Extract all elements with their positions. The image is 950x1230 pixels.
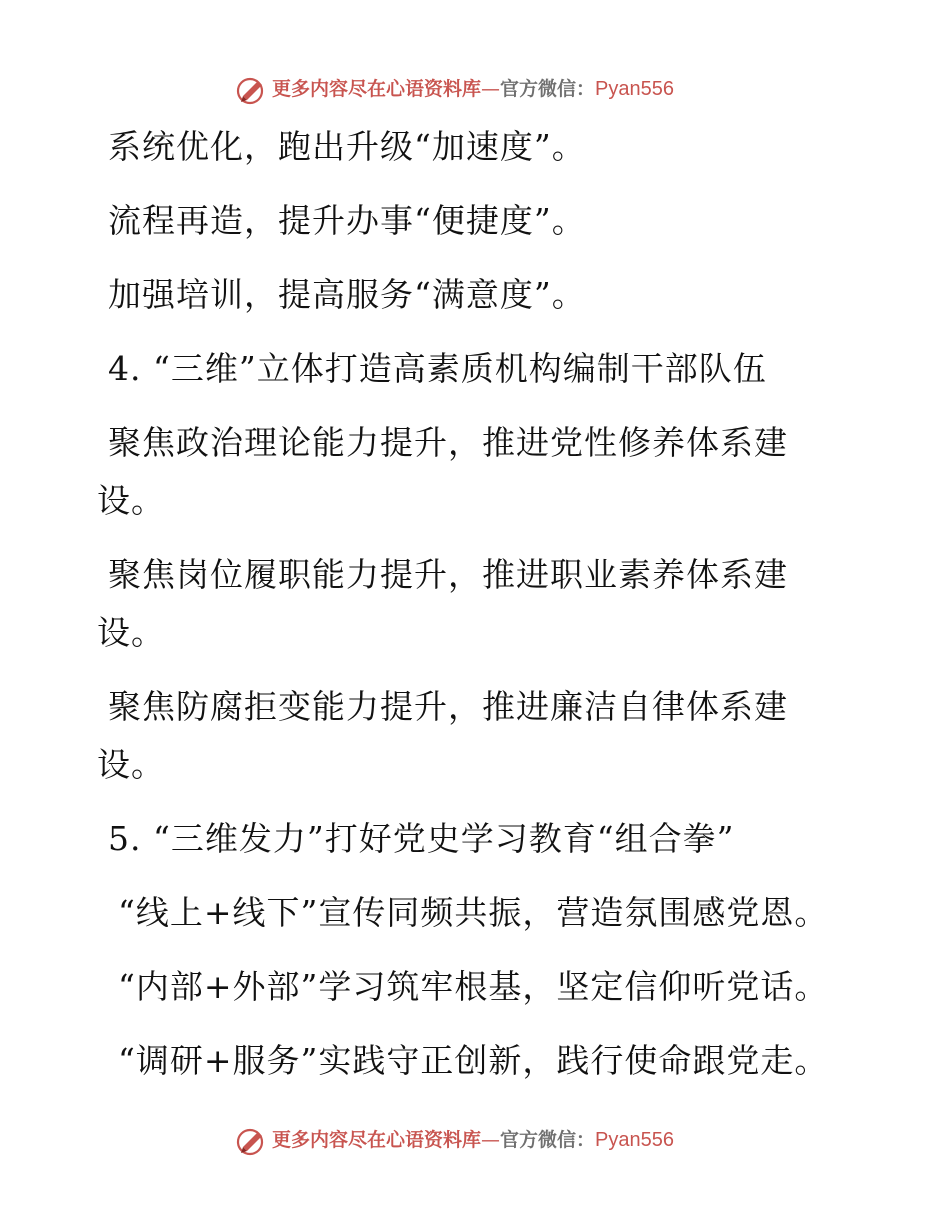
text-line: 系统优化，跑出升级“加速度”。 — [108, 127, 586, 166]
pen-logo-icon — [234, 1125, 268, 1157]
text-line: 聚焦政治理论能力提升，推进党性修养体系建 — [108, 423, 788, 462]
text-line: 聚焦岗位履职能力提升，推进职业素养体系建 — [108, 555, 788, 594]
text-line: 加强培训，提高服务“满意度”。 — [108, 275, 586, 314]
banner-wechat-label: 官方微信： — [500, 78, 596, 100]
text-line: 流程再造，提升办事“便捷度”。 — [108, 201, 586, 240]
banner-wechat-id: Pyan556 — [595, 1129, 674, 1151]
banner-wechat-label: 官方微信： — [500, 1129, 596, 1151]
text-line: 聚焦防腐拒变能力提升，推进廉洁自律体系建 — [108, 687, 788, 726]
header-banner — [0, 70, 950, 110]
pen-logo-icon — [234, 74, 268, 106]
banner-brand: 更多内容尽在心语资料库 — [272, 78, 482, 100]
text-line: 设。 — [97, 613, 165, 652]
section-heading: 5. “三维发力”打好党史学习教育“组合拳” — [108, 819, 735, 858]
text-line: “调研+服务”实践守正创新，践行使命跟党走。 — [118, 1041, 829, 1080]
text-line: 设。 — [97, 745, 165, 784]
banner-dash: — — [481, 1129, 501, 1151]
section-heading: 4. “三维”立体打造高素质机构编制干部队伍 — [108, 349, 767, 388]
banner-brand: 更多内容尽在心语资料库 — [272, 1129, 482, 1151]
banner-dash: — — [481, 78, 501, 100]
text-line: “线上+线下”宣传同频共振，营造氛围感党恩。 — [118, 893, 829, 932]
text-line: “内部+外部”学习筑牢根基，坚定信仰听党话。 — [118, 967, 829, 1006]
text-line: 设。 — [97, 481, 165, 520]
footer-banner — [0, 1121, 950, 1161]
banner-wechat-id: Pyan556 — [595, 78, 674, 100]
